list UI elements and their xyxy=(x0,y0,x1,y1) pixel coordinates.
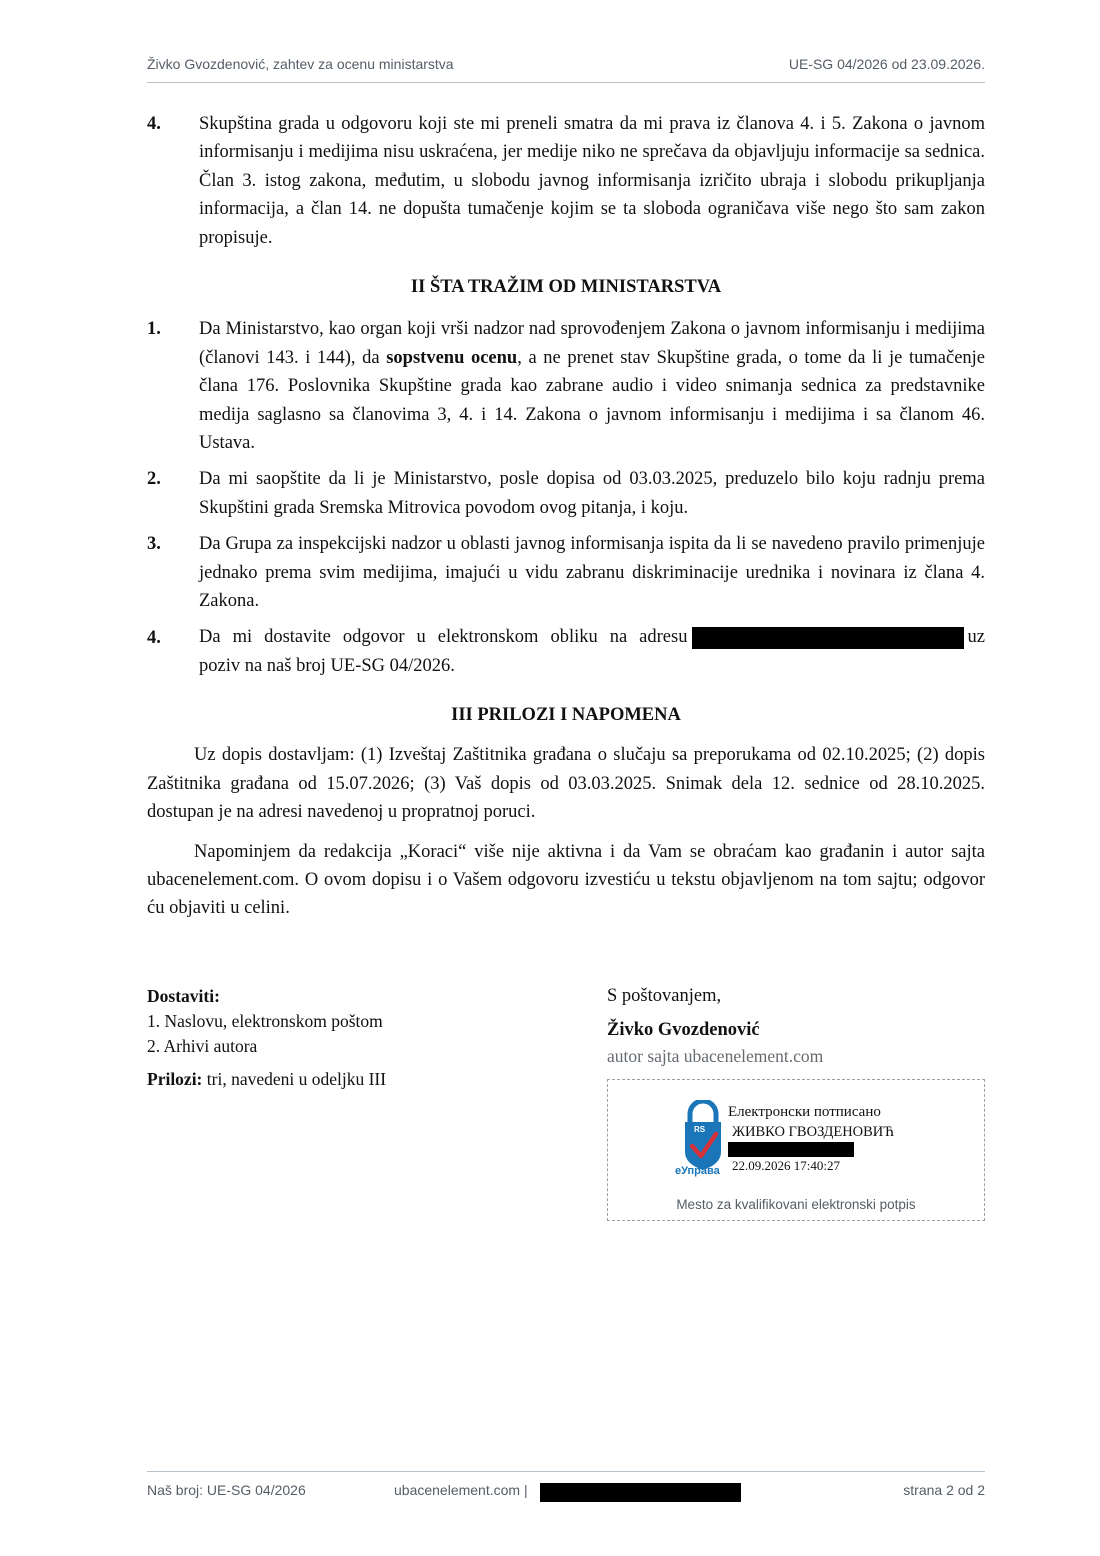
stamp-datetime: 22.09.2026 17:40:27 xyxy=(732,1158,840,1173)
item-emphasis: sopstvenu ocenu xyxy=(386,347,518,368)
item-text: Da Grupa za inspekcijski nadzor u oblasti javnog informisanja ispita da li se navedeno pravilo primenjuje jednako prema svim medijima, imajući u vidu zabranu diskriminacije urednika i novinara iz člana 4. Zakona. xyxy=(199,534,985,612)
stamp-title: Електронски потписано xyxy=(728,1104,881,1120)
item-text: Skupština grada u odgovoru koji ste mi preneli smatra da mi prava iz članova 4. i 5. Zakona o javnom informisanju i medijima nisu uskraćena, jer medije niko ne sprečava da objavljuju informacije sa sednica. Član 3. istog zakona, međutim, u slobodu javnog informisanja izričito ubraja i slobodu prikupljanja informacija, a član 14. ne dopušta tumačenje kojim se ta sloboda ograničava više nego što sam zakon propisuje. xyxy=(199,114,985,248)
item-number: 4. xyxy=(147,114,161,134)
item-number: 1. xyxy=(147,319,161,340)
header-right: UE-SG 04/2026 od 23.09.2026. xyxy=(788,56,985,72)
delivery-title: Dostaviti: xyxy=(147,986,220,1006)
item-text: , a ne prenet stav Skupštine grada, o tome da li je tumačenje člana 176. Poslovnika Skupštine grada kao zabrane audio i video snimanja sednica za predstavnike medija saglasno sa članovima 3, 4. i 14. Zakona o javnom informisanju i medijima i sa članom 46. Ustava. xyxy=(199,347,986,454)
redacted-contact xyxy=(540,1483,741,1502)
item-word: mi xyxy=(232,627,253,648)
signature-box xyxy=(607,1079,985,1221)
item-word: dostavite xyxy=(264,627,331,648)
paragraph: Uz dopis dostavljam: (1) Izveštaj Zaštitnika građana o slučaju sa preporukama od 02.10.2025; (2) dopis Zaštitnika građana od 15.07.2026; (3) Vaš dopis od 03.03.2025. Snimak dela 12. sednice od 28.10.2025. dostupan je na adresi navedenoj u propratnoj poruci. xyxy=(147,745,985,823)
item-word: u xyxy=(416,627,426,648)
logo-text: еУправа xyxy=(675,1165,720,1177)
list-item xyxy=(147,110,985,252)
delivery-block xyxy=(147,984,567,1092)
redacted-email xyxy=(692,627,964,649)
document-body xyxy=(147,110,985,923)
delivery-item: 2. Arhivi autora xyxy=(147,1036,258,1056)
attachments-text: tri, navedeni u odeljku III xyxy=(202,1069,387,1089)
attachments-label: Prilozi: xyxy=(147,1069,203,1089)
item-word: adresu xyxy=(639,627,688,648)
section-heading: III PRILOZI I NAPOMENA xyxy=(451,704,681,725)
attachments-line xyxy=(147,1067,567,1092)
footer-right: strana 2 od 2 xyxy=(903,1482,985,1498)
header-left: Živko Gvozdenović, zahtev za ocenu ministarstva xyxy=(147,56,454,72)
paragraph: Napominjem da redakcija „Koraci“ više nije aktivna i da Vam se obraćam kao građanin i autor sajta ubacenelement.com. O ovom dopisu i o Vašem odgovoru izvestiću u tekstu objavljenom na tom sajtu; odgovor ću objaviti u celini. xyxy=(147,841,985,919)
item-number: 2. xyxy=(147,469,161,490)
item-text: uz xyxy=(967,627,985,648)
item-word: Da xyxy=(199,627,221,648)
footer-left: Naš broj: UE-SG 04/2026 xyxy=(147,1482,306,1498)
e-signature-stamp xyxy=(675,1098,938,1180)
stamp-signer: ЖИВКО ГВОЗДЕНОВИЋ xyxy=(732,1124,895,1140)
signer-role: autor sajta ubacenelement.com xyxy=(607,1046,824,1066)
item-text: poziv na naš broj UE-SG 04/2026. xyxy=(199,655,455,676)
signer-name: Živko Gvozdenović xyxy=(607,1020,760,1040)
item-word: odgovor xyxy=(342,627,405,648)
list-item xyxy=(147,465,985,522)
greeting: S poštovanjem, xyxy=(607,986,722,1006)
item-number: 4. xyxy=(147,627,161,648)
page-footer xyxy=(147,1471,985,1502)
logo-badge: RS xyxy=(694,1125,706,1134)
list-item xyxy=(147,315,985,457)
list-item xyxy=(147,530,985,615)
delivery-item: 1. Naslovu, elektronskom poštom xyxy=(147,1011,383,1031)
item-number: 3. xyxy=(147,534,161,555)
page-header xyxy=(147,54,985,83)
list-item xyxy=(147,624,985,680)
redacted-id xyxy=(728,1142,854,1157)
item-word: na xyxy=(609,627,628,648)
item-word: obliku xyxy=(550,627,598,648)
signature-block xyxy=(607,984,985,1068)
item-text: Da mi saopštite da li je Ministarstvo, posle dopisa od 03.03.2025, preduzelo bilo koju radnju prema Skupštini grada Sremska Mitrovica povodom ovog pitanja, i koju. xyxy=(199,469,985,518)
item-text: Da Ministarstvo, kao organ koji vrši nadzor nad sprovođenjem Zakona o javnom informisanju i medijima (članovi 143. i 144), da xyxy=(199,319,985,368)
section-heading: II ŠTA TRAŽIM OD MINISTARSTVA xyxy=(410,277,722,298)
item-word: elektronskom xyxy=(437,627,539,648)
footer-center: ubacenelement.com | xyxy=(394,1482,528,1498)
signature-caption: Mesto za kvalifikovani elektronski potpis xyxy=(676,1197,916,1212)
